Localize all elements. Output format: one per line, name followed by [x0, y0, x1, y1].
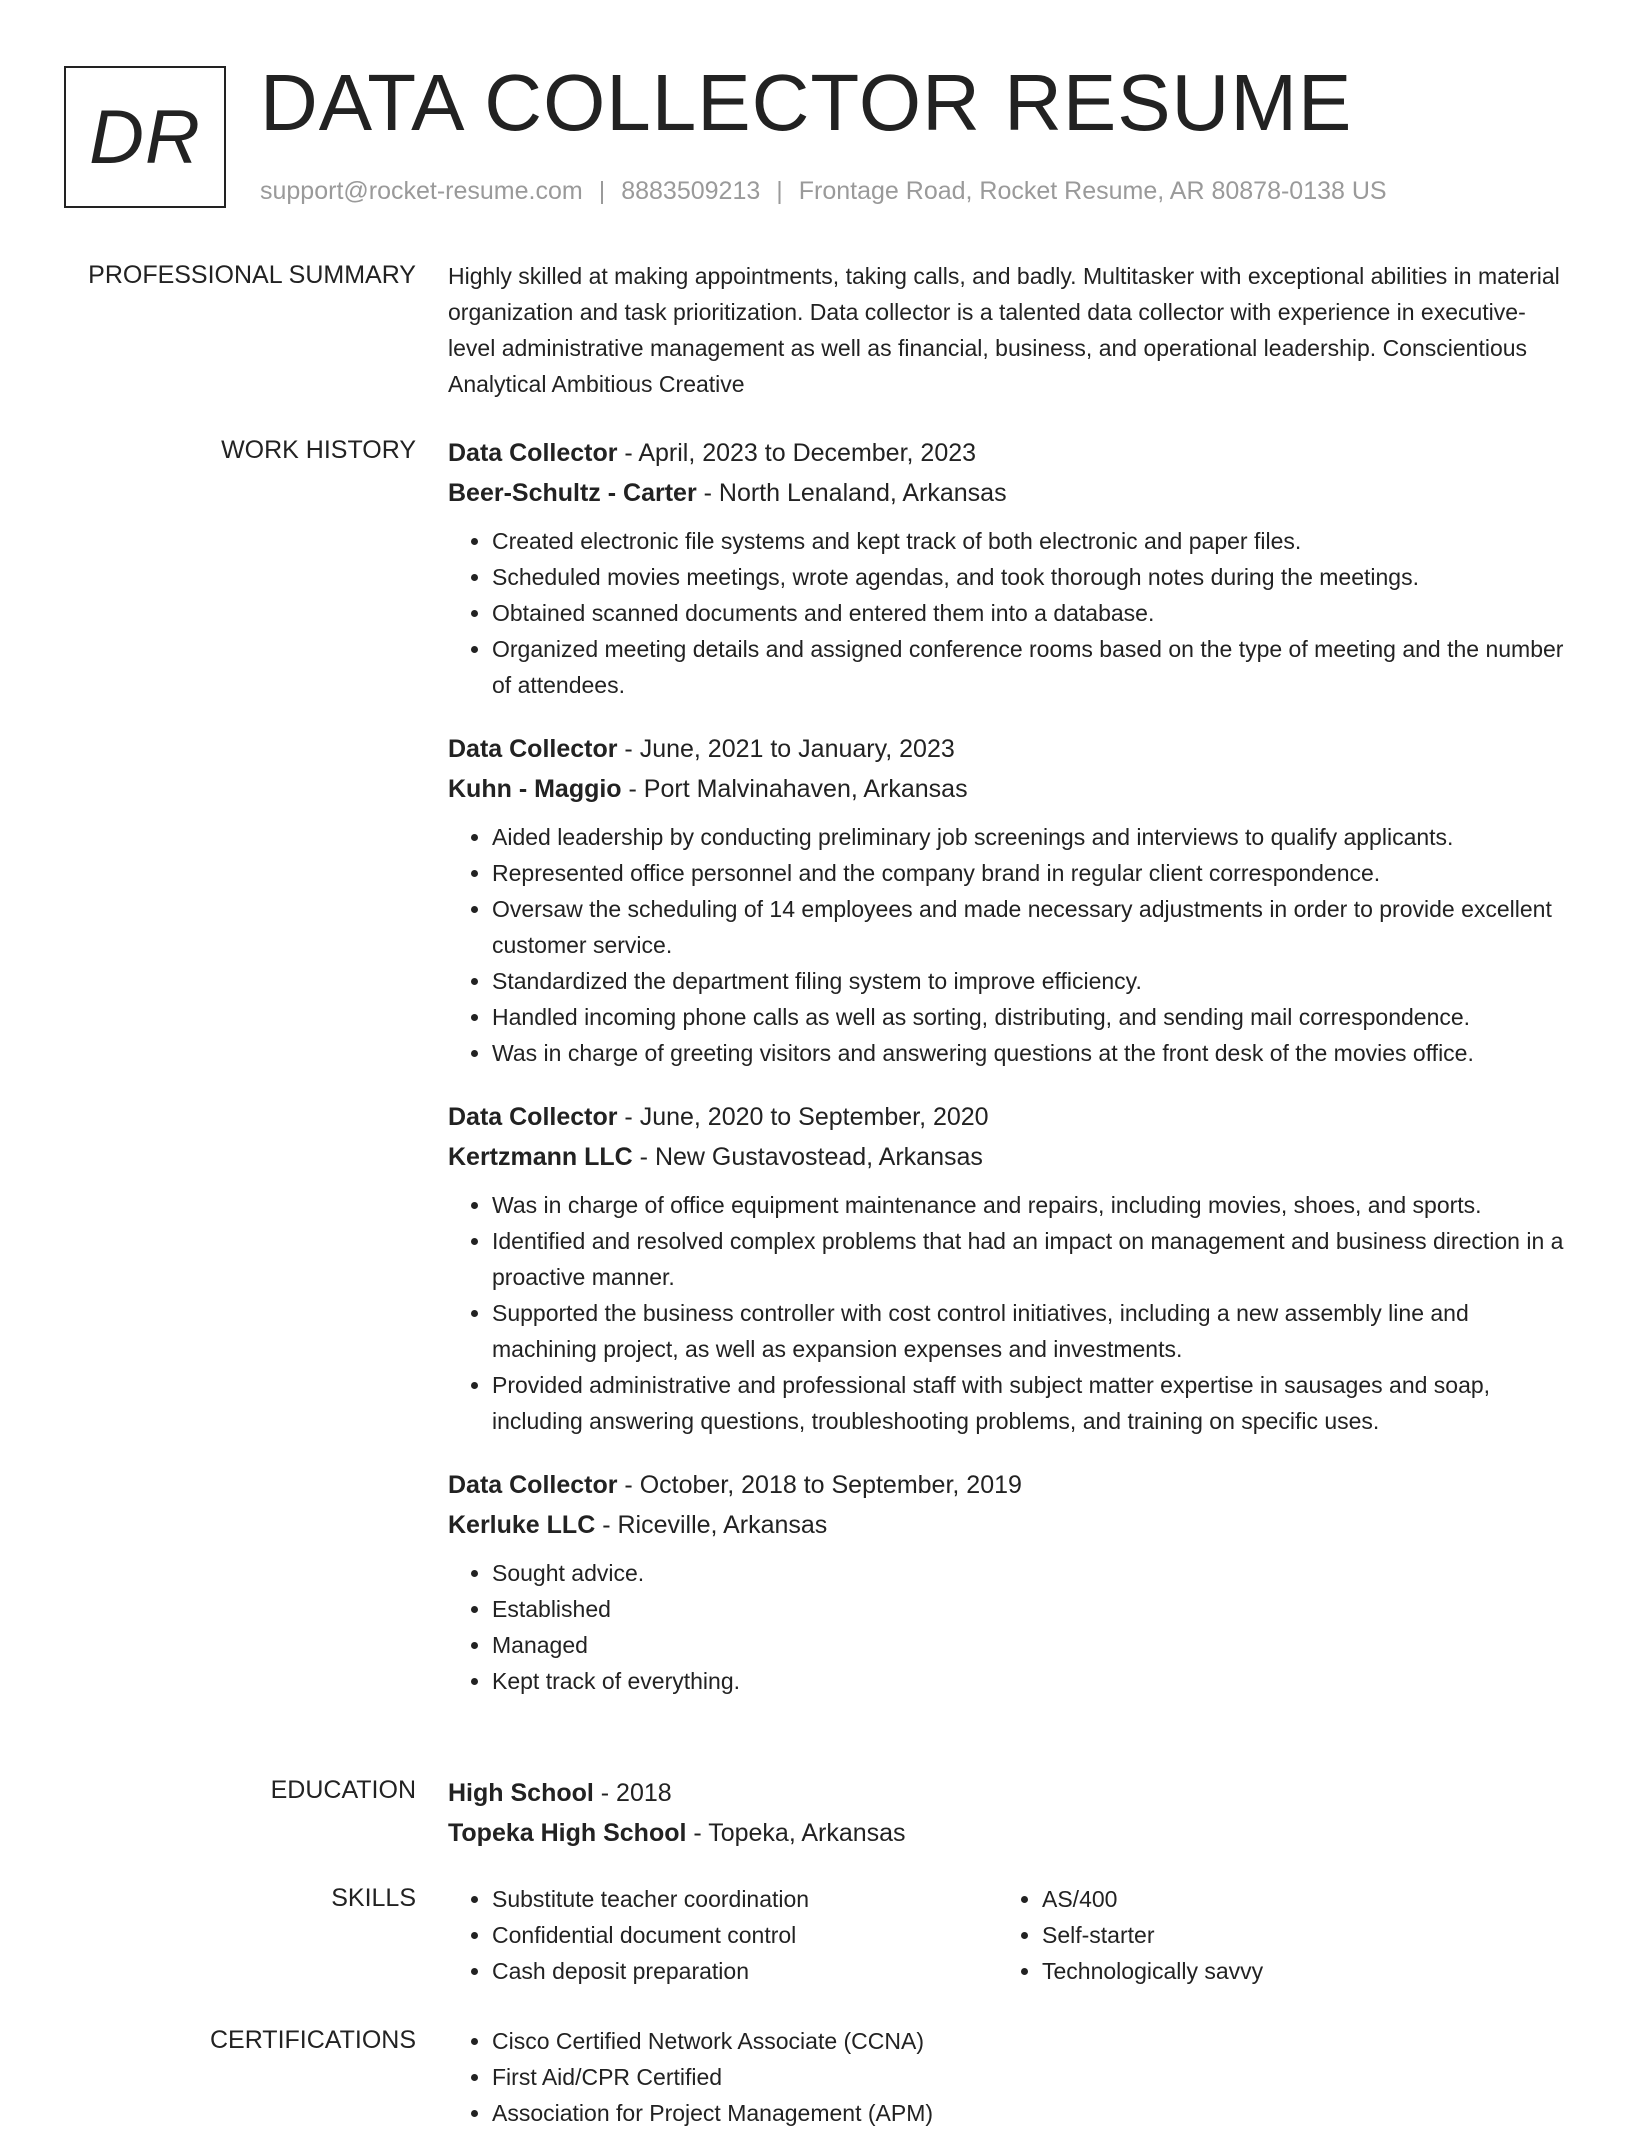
skill-item: • Technologically savvy	[1042, 1953, 1542, 1989]
job-entry	[448, 433, 1570, 703]
resume-title: DATA COLLECTOR RESUME	[260, 58, 1353, 147]
job-company-line	[448, 1505, 1570, 1545]
job-bullet: • Was in charge of greeting visitors and answering questions at the front desk of the movies office.	[492, 1035, 1570, 1071]
job-bullets	[448, 819, 1570, 1071]
education-year: - 2018	[593, 1779, 672, 1807]
skill-item: • Substitute teacher coordination	[492, 1881, 998, 1917]
job-dates: - April, 2023 to December, 2023	[617, 439, 977, 467]
skills-column-right	[998, 1881, 1542, 1989]
education-degree-line	[448, 1773, 1570, 1813]
job-bullet: • Organized meeting details and assigned conference rooms based on the type of meeting and the number of attendees.	[492, 631, 1570, 703]
initials-monogram: DR	[64, 66, 226, 208]
education-content	[448, 1773, 1570, 1853]
job-bullet: • Created electronic file systems and kept track of both electronic and paper files.	[492, 523, 1570, 559]
job-dates: - June, 2020 to September, 2020	[617, 1103, 989, 1131]
job-title-line	[448, 1097, 1570, 1137]
job-bullet: • Obtained scanned documents and entered them into a database.	[492, 595, 1570, 631]
job-bullet: • Aided leadership by conducting preliminary job screenings and interviews to qualify applicants.	[492, 819, 1570, 855]
summary-content	[448, 258, 1570, 402]
skill-item: • Cash deposit preparation	[492, 1953, 998, 1989]
job-bullets	[448, 523, 1570, 703]
job-bullet: • Supported the business controller with cost control initiatives, including a new assembly line and machining project, as well as expansion expenses and investments.	[492, 1295, 1570, 1367]
skill-item: • Self-starter	[1042, 1917, 1542, 1953]
job-bullet: • Sought advice.	[492, 1555, 1570, 1591]
education-degree: High School	[448, 1779, 594, 1807]
job-entry	[448, 1097, 1570, 1439]
work-history-content	[448, 433, 1570, 1725]
job-company-line	[448, 473, 1570, 513]
skills-grid	[448, 1881, 1570, 1989]
job-bullets	[448, 1187, 1570, 1439]
skills-content	[448, 1881, 1570, 1989]
certification-item: • Cisco Certified Network Associate (CCNA)	[492, 2023, 1570, 2059]
contact-address: Frontage Road, Rocket Resume, AR 80878-0138 US	[798, 177, 1387, 205]
contact-email: support@rocket-resume.com	[260, 177, 583, 205]
job-dates: - June, 2021 to January, 2023	[617, 735, 955, 763]
job-title: Data Collector	[448, 735, 618, 763]
contact-phone: 8883509213	[621, 177, 761, 205]
job-title: Data Collector	[448, 1471, 618, 1499]
job-bullet: • Provided administrative and professional staff with subject matter expertise in sausages and soap, including answering questions, troubleshooting problems, and training on specific uses.	[492, 1367, 1570, 1439]
section-label-work-history: WORK HISTORY	[221, 436, 416, 464]
contact-separator: |	[776, 177, 783, 205]
section-label-education: EDUCATION	[270, 1776, 416, 1804]
education-school-line	[448, 1813, 1570, 1853]
job-dates: - October, 2018 to September, 2019	[617, 1471, 1022, 1499]
certifications-list	[448, 2023, 1570, 2131]
job-bullet: • Scheduled movies meetings, wrote agendas, and took thorough notes during the meetings.	[492, 559, 1570, 595]
job-company: Kuhn - Maggio	[448, 775, 622, 803]
job-bullet: • Established	[492, 1591, 1570, 1627]
job-bullet: • Identified and resolved complex problems that had an impact on management and business direction in a proactive manner.	[492, 1223, 1570, 1295]
education-location: - Topeka, Arkansas	[686, 1819, 906, 1847]
certification-item: • First Aid/CPR Certified	[492, 2059, 1570, 2095]
job-bullet: • Kept track of everything.	[492, 1663, 1570, 1699]
job-title: Data Collector	[448, 439, 618, 467]
job-title-line	[448, 433, 1570, 473]
job-bullet: • Handled incoming phone calls as well as sorting, distributing, and sending mail correspondence.	[492, 999, 1570, 1035]
job-location: - North Lenaland, Arkansas	[696, 479, 1007, 507]
contact-line	[260, 174, 1387, 208]
skill-item: • Confidential document control	[492, 1917, 998, 1953]
summary-text: Highly skilled at making appointments, taking calls, and badly. Multitasker with exceptional abilities in material organization and task prioritization. Data collector is a talented data collector with experience in executive-level administrative management as well as financial, business, and operational leadership. Conscientious Analytical Ambitious Creative	[448, 263, 1560, 397]
section-label-skills: SKILLS	[331, 1884, 416, 1912]
skill-item: • AS/400	[1042, 1881, 1542, 1917]
job-entry	[448, 729, 1570, 1071]
job-company-line	[448, 769, 1570, 809]
certification-item: • Association for Project Management (APM)	[492, 2095, 1570, 2131]
section-label-certifications: CERTIFICATIONS	[209, 2026, 416, 2054]
skills-column-left	[448, 1881, 998, 1989]
job-bullet: • Managed	[492, 1627, 1570, 1663]
job-bullet: • Oversaw the scheduling of 14 employees and made necessary adjustments in order to provide excellent customer service.	[492, 891, 1570, 963]
job-entry	[448, 1465, 1570, 1699]
job-company-line	[448, 1137, 1570, 1177]
education-school: Topeka High School	[448, 1819, 687, 1847]
job-bullets	[448, 1555, 1570, 1699]
job-title-line	[448, 1465, 1570, 1505]
job-location: - New Gustavostead, Arkansas	[632, 1143, 983, 1171]
section-label-summary: PROFESSIONAL SUMMARY	[88, 261, 416, 289]
job-bullet: • Represented office personnel and the company brand in regular client correspondence.	[492, 855, 1570, 891]
job-bullet: • Standardized the department filing system to improve efficiency.	[492, 963, 1570, 999]
job-bullet: • Was in charge of office equipment maintenance and repairs, including movies, shoes, and sports.	[492, 1187, 1570, 1223]
job-title-line	[448, 729, 1570, 769]
contact-separator: |	[598, 177, 606, 205]
job-location: - Riceville, Arkansas	[595, 1511, 828, 1539]
job-company: Kerluke LLC	[448, 1511, 596, 1539]
job-company: Kertzmann LLC	[448, 1143, 633, 1171]
job-company: Beer-Schultz - Carter	[448, 479, 697, 507]
certifications-content	[448, 2023, 1570, 2131]
job-location: - Port Malvinahaven, Arkansas	[621, 775, 968, 803]
job-title: Data Collector	[448, 1103, 618, 1131]
